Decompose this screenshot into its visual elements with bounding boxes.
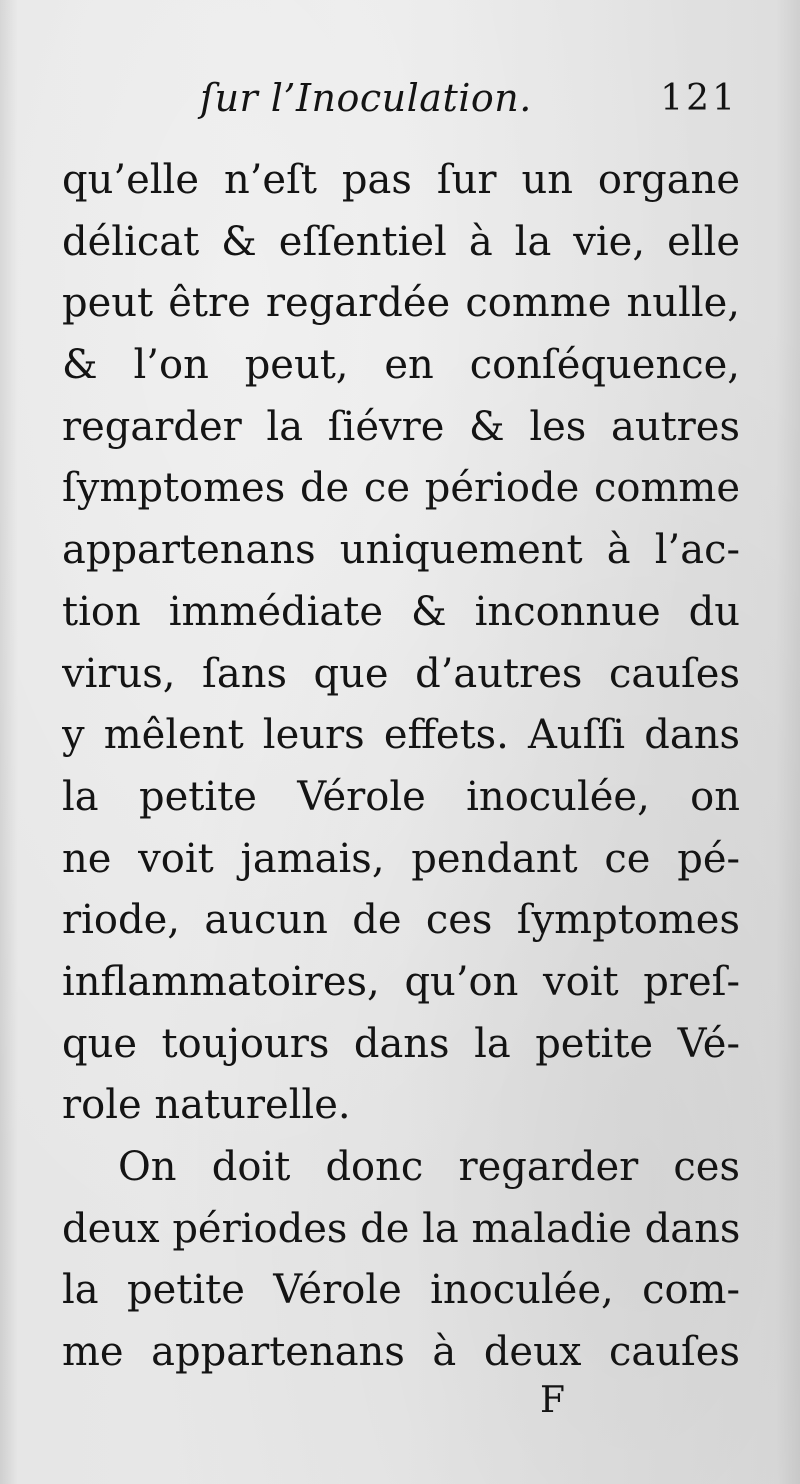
text-line: me appartenans à deux cauſes (62, 1329, 740, 1376)
running-title: ſur l’Inoculation. (200, 76, 532, 120)
paragraph-start-line: On doit donc regarder ces (118, 1144, 740, 1190)
text-line: qu’elle n’eſt pas ſur un organe (62, 157, 740, 203)
text-line: deux périodes de la maladie dans (62, 1205, 740, 1252)
text-line: ſymptomes de ce période comme (62, 465, 740, 512)
text-line: riode, aucun de ces ſymptomes (62, 897, 740, 944)
text-line: y mêlent leurs effets. Auſſi dans (62, 712, 740, 759)
text-line: ne voit jamais, pendant ce pé- (62, 835, 740, 882)
text-line: délicat & eſſentiel à la vie, elle (62, 218, 740, 265)
page-number: 121 (660, 78, 738, 119)
text-line: regarder la ſiévre & les autres (62, 403, 740, 450)
text-line: & l’on peut, en conſéquence, (62, 342, 740, 389)
running-head (200, 76, 738, 132)
text-line: tion immédiate & inconnue du (62, 588, 740, 635)
text-line: appartenans uniquement à l’ac- (62, 527, 740, 574)
text-line: la petite Vérole inoculée, com- (62, 1267, 740, 1314)
text-line: que toujours dans la petite Vé- (62, 1020, 740, 1067)
text-line: role naturelle. (62, 1082, 351, 1129)
text-line: la petite Vérole inoculée, on (62, 773, 740, 820)
body-text (62, 150, 740, 1384)
text-line: virus, ſans que d’autres cauſes (62, 650, 740, 697)
text-line: inflammatoires, qu’on voit preſ- (62, 958, 740, 1005)
signature-mark: F (540, 1380, 565, 1421)
text-line: peut être regardée comme nulle, (62, 280, 740, 327)
